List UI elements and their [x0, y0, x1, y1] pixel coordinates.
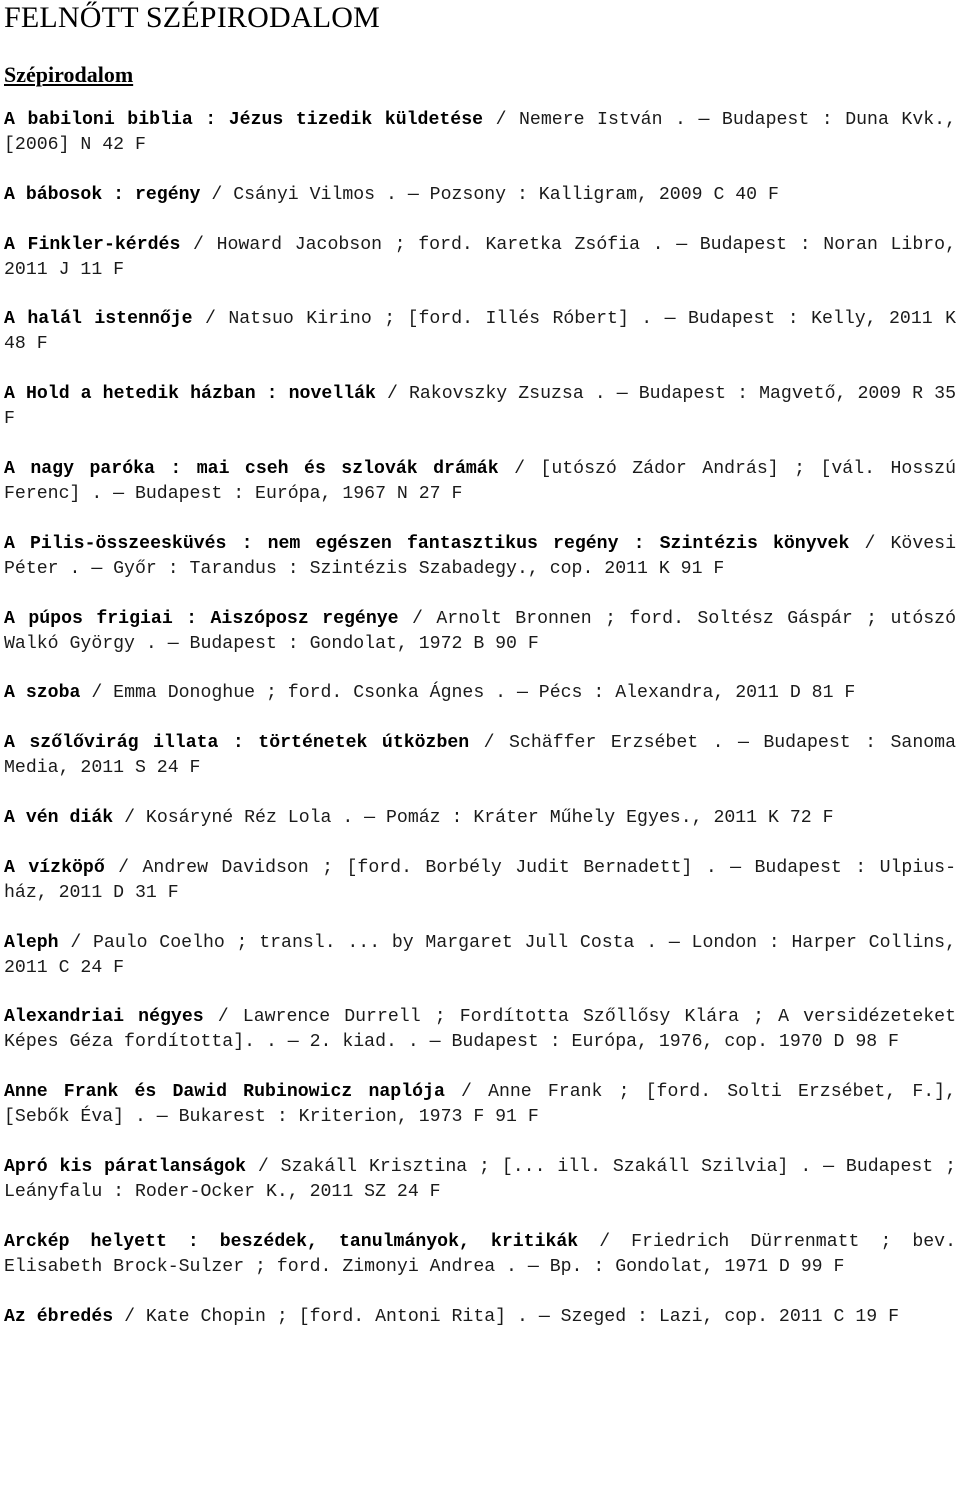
entry-title: Alexandriai négyes	[4, 1007, 204, 1028]
entry-title: A vén diák	[4, 807, 114, 828]
entry-title: A szőlővirág illata : történetek útközben	[4, 733, 470, 754]
entry-details: / Emma Donoghue ; ford. Csonka Ágnes . ― Pécs : Alexandra, 2011 D 81 F	[80, 683, 856, 704]
entry-details: / Rakovszky Zsuzsa . ― Budapest : Magvető, 2009 R 35 F	[4, 384, 956, 430]
catalog-entry	[4, 1005, 956, 1055]
catalog-entry	[4, 806, 956, 831]
entry-title: A bábosok : regény	[4, 184, 201, 205]
catalog-entry	[4, 1230, 956, 1280]
entry-title: A vízköpő	[4, 857, 105, 878]
page-title: FELNŐTT SZÉPIRODALOM	[4, 1, 380, 34]
catalog-entry	[4, 382, 956, 432]
catalog-entry	[4, 681, 956, 706]
entry-details: / Szakáll Krisztina ; [... ill. Szakáll Szilvia] . ― Budapest ; Leányfalu : Roder-Ocker K., 2011 SZ 24 F	[4, 1156, 956, 1202]
section-title: Szépirodalom	[4, 62, 134, 87]
catalog-entry	[4, 931, 956, 981]
catalog-entry	[4, 856, 956, 906]
catalog-entry	[4, 108, 956, 158]
catalog-entry	[4, 307, 956, 357]
entry-details: / Arnolt Bronnen ; ford. Soltész Gáspár ; utószó Walkó György . ― Budapest : Gondolat, 1972 B 90 F	[4, 608, 956, 654]
entry-details: / Csányi Vilmos . ― Pozsony : Kalligram, 2009 C 40 F	[200, 184, 779, 205]
entry-title: A Pilis-összeesküvés : nem egészen fantasztikus regény : Szintézis könyvek	[4, 533, 850, 554]
entry-details: / Howard Jacobson ; ford. Karetka Zsófia . ― Budapest : Noran Libro, 2011 J 11 F	[4, 234, 956, 280]
entry-details: / Schäffer Erzsébet . ― Budapest : Sanoma Media, 2011 S 24 F	[4, 733, 956, 779]
catalog-entry	[4, 1305, 956, 1330]
entry-title: Aleph	[4, 932, 59, 953]
entry-title: A nagy paróka : mai cseh és szlovák drámák	[4, 458, 499, 479]
entry-details: / Lawrence Durrell ; Fordította Szőllősy Klára ; A versidézeteket Képes Géza fordította]. . ― 2. kiad. . ― Budapest : Európa, 1976, cop. 1970 D 98 F	[4, 1007, 956, 1053]
entry-details: / [utószó Zádor András] ; [vál. Hosszú Ferenc] . ― Budapest : Európa, 1967 N 27 F	[4, 458, 956, 504]
catalog-entry	[4, 532, 956, 582]
entry-details: / Nemere István . ― Budapest : Duna Kvk., [2006] N 42 F	[4, 110, 956, 155]
entry-details: / Friedrich Dürrenmatt ; bev. Elisabeth Brock-Sulzer ; ford. Zimonyi Andrea . ― Bp. : Gondolat, 1971 D 99 F	[4, 1231, 956, 1277]
entry-title: A szoba	[4, 683, 81, 704]
catalog-entry	[4, 457, 956, 507]
entry-details: / Natsuo Kirino ; [ford. Illés Róbert] . ― Budapest : Kelly, 2011 K 48 F	[4, 309, 956, 355]
catalog-entry	[4, 1155, 956, 1205]
entry-details: / Kövesi Péter . ― Győr : Tarandus : Szintézis Szabadegy., cop. 2011 K 91 F	[4, 533, 956, 579]
catalog-entry	[4, 1080, 956, 1130]
entry-details: / Kate Chopin ; [ford. Antoni Rita] . ― Szeged : Lazi, cop. 2011 C 19 F	[113, 1306, 899, 1327]
entry-title: A Finkler-kérdés	[4, 234, 181, 255]
entry-details: / Kosáryné Réz Lola . ― Pomáz : Kráter Műhely Egyes., 2011 K 72 F	[113, 807, 834, 828]
entry-title: Apró kis páratlanságok	[4, 1156, 247, 1177]
entry-title: A babiloni biblia : Jézus tizedik küldetése	[4, 110, 484, 130]
entry-title: A púpos frigiai : Aiszóposz regénye	[4, 608, 399, 629]
entry-title: Anne Frank és Dawid Rubinowicz naplója	[4, 1082, 445, 1103]
catalog-entry-list	[4, 108, 956, 1330]
document-page	[4, 0, 956, 1354]
catalog-entry	[4, 233, 956, 283]
entry-title: Az ébredés	[4, 1306, 114, 1327]
catalog-entry	[4, 607, 956, 657]
entry-title: A Hold a hetedik házban : novellák	[4, 384, 376, 405]
catalog-entry	[4, 731, 956, 781]
entry-details: / Paulo Coelho ; transl. ... by Margaret Jull Costa . ― London : Harper Collins, 2011 C 24 F	[4, 932, 956, 978]
entry-details: / Anne Frank ; [ford. Solti Erzsébet, F.], [Sebők Éva] . ― Bukarest : Kriterion, 1973 F 91 F	[4, 1082, 956, 1128]
entry-details: / Andrew Davidson ; [ford. Borbély Judit Bernadett] . ― Budapest : Ulpius-ház, 2011 D 31 F	[4, 857, 956, 903]
entry-title: A halál istennője	[4, 309, 193, 330]
catalog-entry	[4, 183, 956, 208]
entry-title: Arckép helyett : beszédek, tanulmányok, kritikák	[4, 1231, 579, 1252]
